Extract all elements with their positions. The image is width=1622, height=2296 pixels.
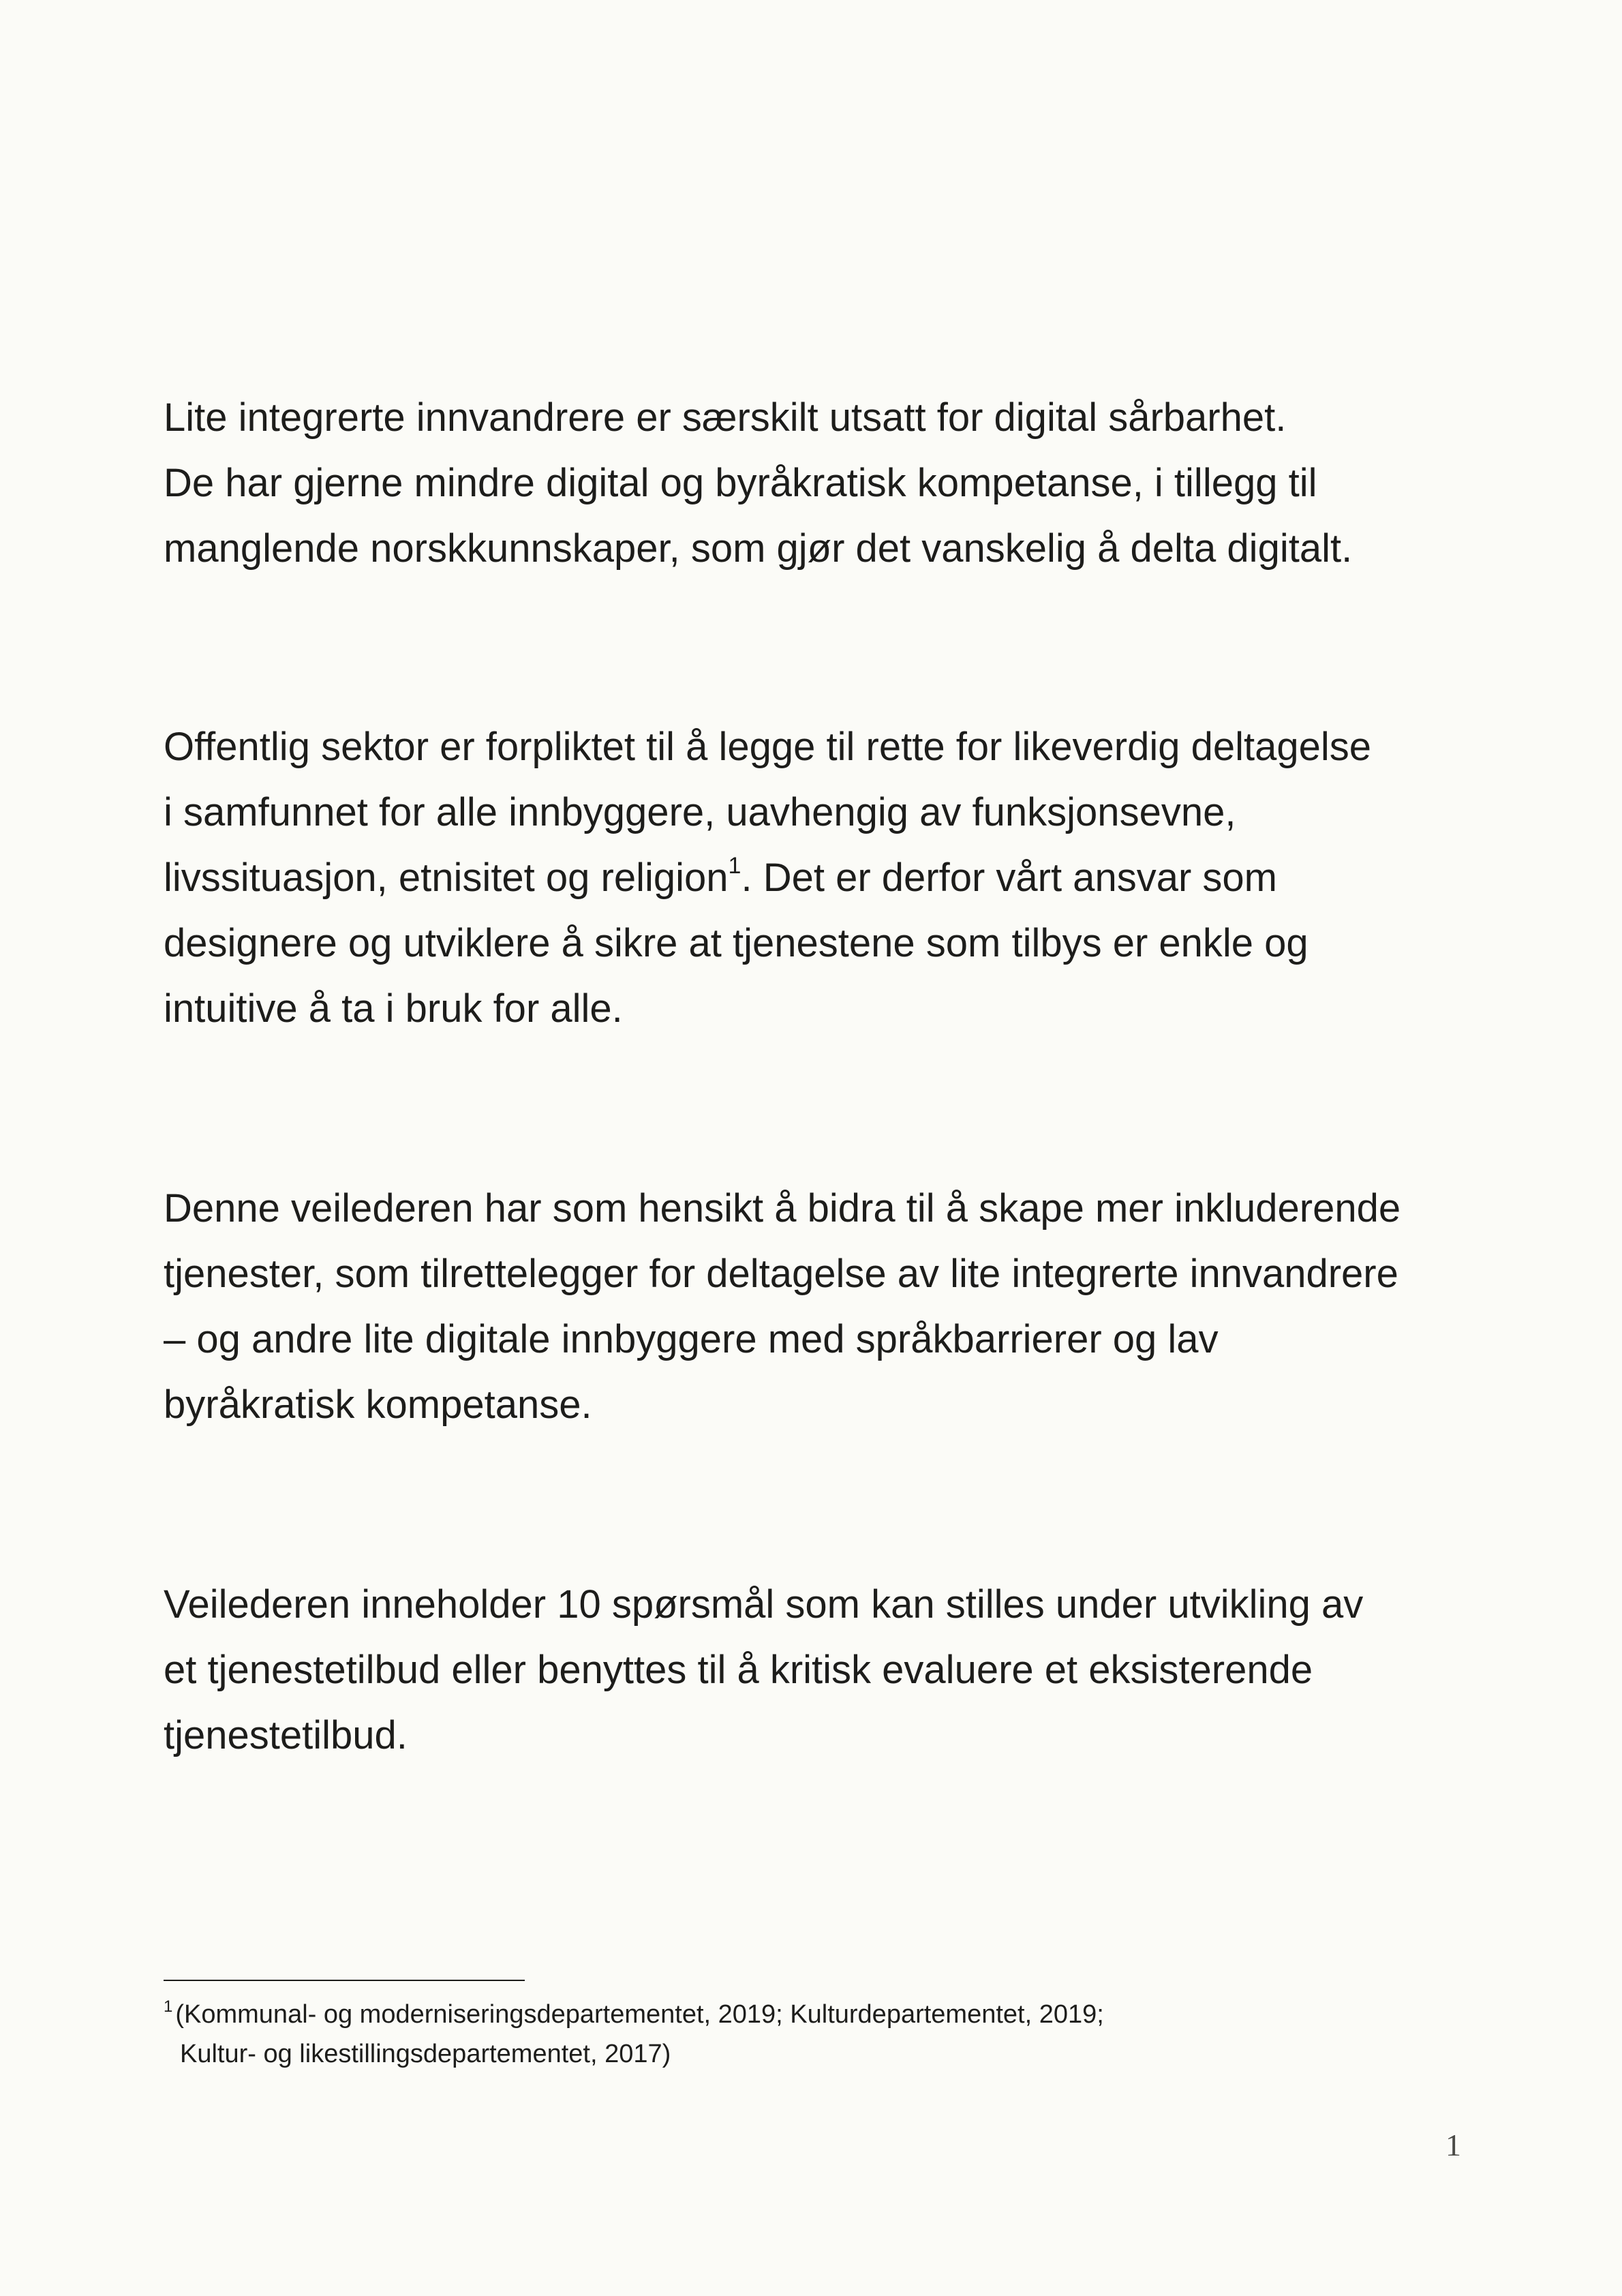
footnote-line: Kultur- og likestillingsdepartementet, 2017) xyxy=(180,2040,671,2068)
paragraph-line: byråkratisk kompetanse. xyxy=(164,1383,592,1427)
paragraph-guide-contents xyxy=(164,1572,1499,1768)
footnote-mark: 1 xyxy=(164,1997,173,2016)
paragraph-line: De har gjerne mindre digital og byråkratisk kompetanse, i tillegg til xyxy=(164,461,1317,505)
page-number: 1 xyxy=(1445,2128,1461,2162)
paragraph-line-with-footnote xyxy=(164,845,1499,911)
paragraph-line: designere og utviklere å sikre at tjenestene som tilbys er enkle og xyxy=(164,921,1309,965)
footnote-divider xyxy=(164,1980,525,1981)
paragraph-line: – og andre lite digitale innbyggere med språkbarrierer og lav xyxy=(164,1317,1219,1361)
paragraph-line: Lite integrerte innvandrere er særskilt utsatt for digital sårbarhet. xyxy=(164,395,1287,440)
paragraph-line: Denne veilederen har som hensikt å bidra til å skape mer inkluderende xyxy=(164,1186,1401,1230)
paragraph-line: tjenestetilbud. xyxy=(164,1713,408,1757)
paragraph-line-part: livssituasjon, etnisitet og religion xyxy=(164,856,729,900)
paragraph-line: Offentlig sektor er forpliktet til å legge til rette for likeverdig deltagelse xyxy=(164,725,1372,769)
paragraph-line-part: . Det er derfor vårt ansvar som xyxy=(741,856,1277,900)
footnote-text: (Kommunal- og moderniseringsdepartementet, 2019; Kulturdepartementet, 2019; xyxy=(175,2000,1104,2029)
footnote-line xyxy=(164,1995,1458,2034)
paragraph-line: intuitive å ta i bruk for alle. xyxy=(164,986,623,1031)
paragraph-line: i samfunnet for alle innbyggere, uavhengig av funksjonsevne, xyxy=(164,790,1236,834)
footnote-reference[interactable]: 1 xyxy=(728,853,741,879)
paragraph-line: Veilederen inneholder 10 spørsmål som kan stilles under utvikling av xyxy=(164,1582,1364,1627)
paragraph-line: manglende norskkunnskaper, som gjør det vanskelig å delta digitalt. xyxy=(164,526,1353,571)
paragraph-digital-vulnerability xyxy=(164,385,1499,581)
paragraph-line: et tjenestetilbud eller benyttes til å kritisk evaluere et eksisterende xyxy=(164,1648,1313,1692)
paragraph-line: tjenester, som tilrettelegger for deltagelse av lite integrerte innvandrere xyxy=(164,1252,1398,1296)
paragraph-guide-purpose xyxy=(164,1176,1499,1438)
paragraph-public-sector-obligation xyxy=(164,714,1499,1042)
footnote xyxy=(164,1995,1458,2074)
